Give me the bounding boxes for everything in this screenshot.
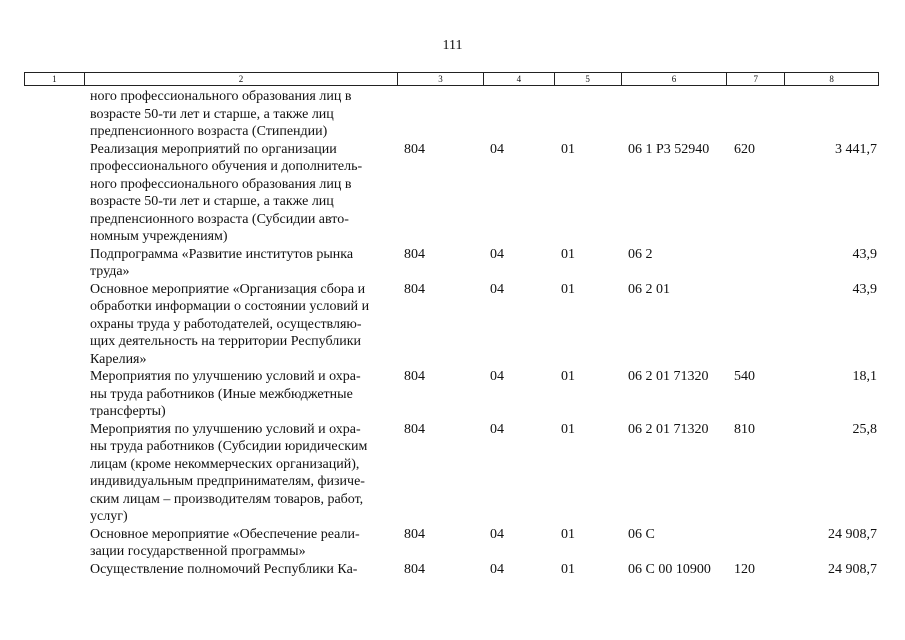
cell-section: 04 — [490, 421, 504, 437]
cell-amount — [786, 88, 879, 141]
cell-amount: 43,9 — [852, 246, 877, 262]
name-line: ны труда работников (Иные межбюджетные — [90, 386, 353, 402]
cell-expense-type: 620 — [734, 141, 755, 157]
name-line: предпенсионного возраста (Субсидии авто- — [90, 211, 349, 227]
table-row — [24, 561, 879, 579]
cell-col-1 — [24, 281, 84, 369]
cell-expense-type — [728, 281, 786, 369]
name-line: Основное мероприятие «Организация сбора и — [90, 281, 366, 297]
cell-col-1 — [24, 421, 84, 526]
table-row — [24, 246, 879, 281]
cell-subsection: 01 — [561, 369, 575, 384]
name-line: зации государственной программы» — [90, 544, 306, 559]
table-header-row — [24, 72, 879, 86]
cell-section: 04 — [490, 281, 504, 297]
name-line: индивидуальным предпринимателям, физиче- — [90, 474, 365, 489]
cell-ministry-code: 804 — [404, 526, 425, 542]
cell-amount: 24 908,7 — [828, 561, 877, 577]
cell-target-code: 06 2 01 71320 — [628, 369, 709, 384]
name-line: ским лицам – производителям товаров, работ, — [90, 491, 364, 507]
cell-target-code: 06 С — [628, 526, 655, 542]
cell-ministry-code: 804 — [404, 281, 425, 297]
cell-name — [84, 526, 398, 561]
cell-name — [84, 281, 398, 369]
cell-subsection: 01 — [561, 246, 575, 262]
cell-amount: 25,8 — [852, 421, 877, 437]
name-line: Мероприятия по улучшению условий и охра- — [90, 369, 361, 384]
header-col-1: 1 — [25, 73, 85, 85]
cell-expense-type — [728, 526, 786, 561]
name-line: Основное мероприятие «Обеспечение реали- — [90, 526, 360, 542]
cell-expense-type — [728, 88, 786, 141]
name-line: Реализация мероприятий по организации — [90, 141, 337, 157]
table-row — [24, 421, 879, 526]
name-line: лицам (кроме некоммерческих организаций), — [90, 456, 360, 472]
cell-expense-type: 540 — [734, 369, 755, 384]
cell-name — [84, 246, 398, 281]
name-line: ны труда работников (Субсидии юридическим — [90, 439, 368, 454]
cell-subsection: 01 — [561, 281, 575, 297]
name-line: щих деятельность на территории Республики — [90, 334, 361, 349]
cell-section: 04 — [490, 246, 504, 262]
cell-col-1 — [24, 368, 84, 421]
cell-section: 04 — [490, 141, 504, 157]
name-line: номным учреждениям) — [90, 229, 228, 244]
cell-subsection: 01 — [561, 141, 575, 157]
cell-subsection: 01 — [561, 526, 575, 542]
cell-ministry-code: 804 — [404, 141, 425, 157]
table-row — [24, 526, 879, 561]
name-line: услуг) — [90, 509, 128, 524]
cell-target-code: 06 2 — [628, 246, 653, 262]
cell-target-code: 06 2 01 71320 — [628, 421, 709, 437]
cell-name — [84, 141, 398, 246]
cell-ministry-code: 804 — [404, 246, 425, 262]
header-col-4: 4 — [484, 73, 555, 85]
cell-amount: 18,1 — [852, 369, 877, 384]
name-line: Осуществление полномочий Республики Ка- — [90, 561, 358, 577]
cell-col-1 — [24, 88, 84, 141]
name-line: охраны труда у работодателей, осуществляю- — [90, 316, 362, 332]
cell-subsection — [555, 88, 622, 141]
cell-target-code — [622, 88, 728, 141]
cell-col-1 — [24, 246, 84, 281]
cell-ministry-code: 804 — [404, 561, 425, 577]
cell-col-1 — [24, 141, 84, 246]
name-line: труда» — [90, 264, 130, 279]
cell-ministry-code: 804 — [404, 421, 425, 437]
header-col-3: 3 — [398, 73, 484, 85]
name-line: предпенсионного возраста (Стипендии) — [90, 124, 328, 139]
cell-name — [84, 88, 398, 141]
header-col-6: 6 — [622, 73, 728, 85]
cell-name — [84, 421, 398, 526]
header-col-8: 8 — [829, 74, 834, 84]
cell-col-1 — [24, 561, 84, 579]
cell-expense-type — [728, 246, 786, 281]
header-col-7: 7 — [727, 73, 785, 85]
cell-target-code: 06 1 P3 52940 — [628, 141, 710, 157]
page-number: 111 — [442, 38, 463, 53]
table-row — [24, 368, 879, 421]
name-line: ного профессионального образования лиц в — [90, 176, 352, 192]
cell-subsection: 01 — [561, 561, 575, 577]
cell-section: 04 — [490, 369, 504, 384]
table-body — [24, 88, 879, 578]
name-line: Карелия» — [90, 351, 147, 367]
cell-expense-type: 810 — [734, 421, 755, 437]
name-line: Мероприятия по улучшению условий и охра- — [90, 421, 361, 437]
cell-section: 04 — [490, 561, 504, 577]
cell-target-code: 06 С 00 10900 — [628, 561, 711, 577]
cell-expense-type: 120 — [734, 561, 755, 577]
cell-name — [84, 368, 398, 421]
name-line: трансферты) — [90, 404, 166, 419]
name-line: возрасте 50-ти лет и старше, а также лиц — [90, 106, 334, 122]
name-line: ного профессионального образования лиц в — [90, 89, 352, 104]
cell-amount: 24 908,7 — [828, 526, 877, 542]
name-line: возрасте 50-ти лет и старше, а также лиц — [90, 194, 334, 209]
table-row — [24, 281, 879, 369]
cell-section — [484, 88, 555, 141]
cell-ministry-code — [398, 88, 484, 141]
table-row — [24, 88, 879, 141]
cell-target-code: 06 2 01 — [628, 281, 670, 297]
cell-amount: 3 441,7 — [835, 141, 877, 157]
name-line: обработки информации о состоянии условий и — [90, 299, 370, 314]
cell-amount: 43,9 — [852, 281, 877, 297]
header-col-2: 2 — [85, 73, 398, 85]
header-col-5: 5 — [555, 73, 622, 85]
cell-name — [84, 561, 398, 579]
cell-col-1 — [24, 526, 84, 561]
cell-subsection: 01 — [561, 421, 575, 437]
name-line: Подпрограмма «Развитие институтов рынка — [90, 246, 354, 262]
name-line: профессионального обучения и дополнитель- — [90, 159, 363, 174]
cell-section: 04 — [490, 526, 504, 542]
cell-ministry-code: 804 — [404, 369, 425, 384]
table-row — [24, 141, 879, 246]
